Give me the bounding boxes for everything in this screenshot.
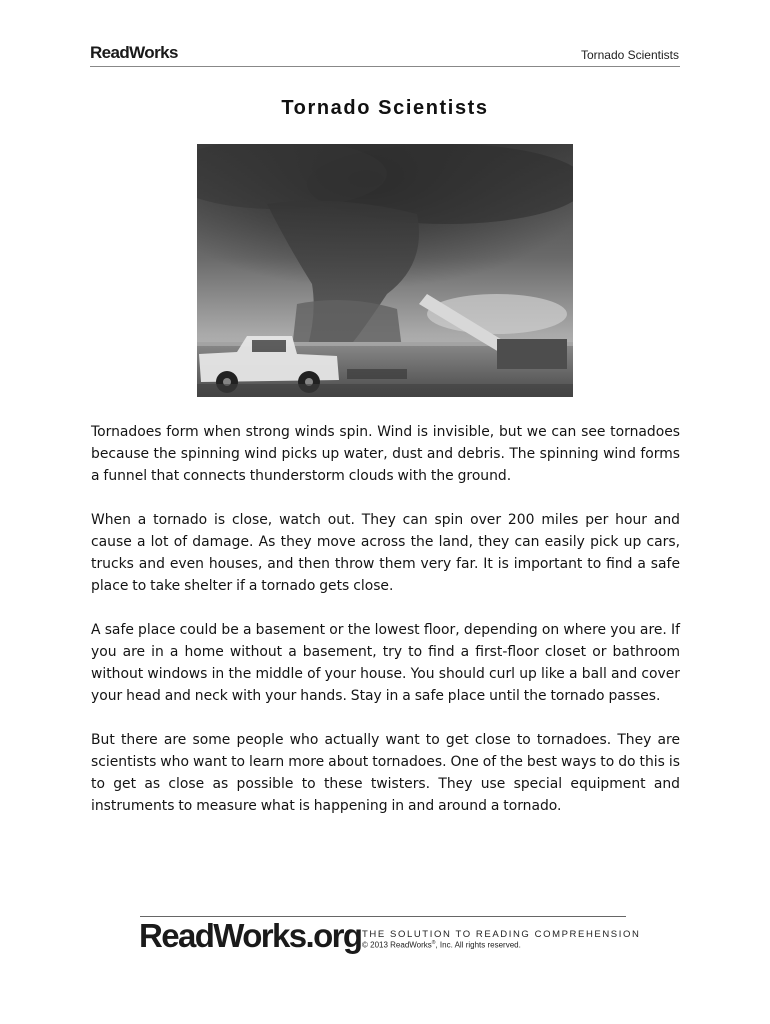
- paragraph: But there are some people who actually want to get close to tornadoes. They are scientists who want to learn more about tornadoes. One of the best ways to do this is to get as close as possible to these twisters. They use special equipment and instruments to measure what is happening in and around a tornado.: [91, 732, 680, 814]
- header-divider: [90, 66, 680, 67]
- copyright-suffix: , Inc. All rights reserved.: [435, 940, 521, 950]
- page-title: Tornado Scientists: [281, 97, 489, 119]
- copyright-prefix: © 2013 ReadWorks: [362, 940, 432, 950]
- paragraph: A safe place could be a basement or the lowest floor, depending on where you are. If you are in a home without a basement, try to find a first-floor closet or bathroom without windows in the middle of your house. You should curl up like a ball and cover your head and neck with your hands. Stay in a safe place until the tornado passes.: [91, 622, 680, 704]
- registered-mark: ®: [431, 940, 436, 946]
- paragraph: When a tornado is close, watch out. They can spin over 200 miles per hour and cause a lot of damage. As they move across the land, they can easily pick up cars, trucks and even houses, and then throw them very far. It is important to find a safe place to take shelter if a tornado gets close.: [91, 512, 680, 594]
- article-body: [91, 421, 680, 839]
- footer-copyright: [362, 940, 521, 950]
- header-logo: ReadWorks: [90, 43, 178, 62]
- footer-tagline: THE SOLUTION TO READING COMPREHENSION: [362, 929, 641, 940]
- header-title: Tornado Scientists: [580, 48, 679, 62]
- paragraph: Tornadoes form when strong winds spin. Wind is invisible, but we can see tornadoes because the spinning wind picks up water, dust and debris. The spinning wind forms a funnel that connects thunderstorm clouds with the ground.: [91, 424, 680, 484]
- footer-logo: ReadWorks.org: [139, 917, 362, 954]
- tornado-photo: [197, 144, 573, 397]
